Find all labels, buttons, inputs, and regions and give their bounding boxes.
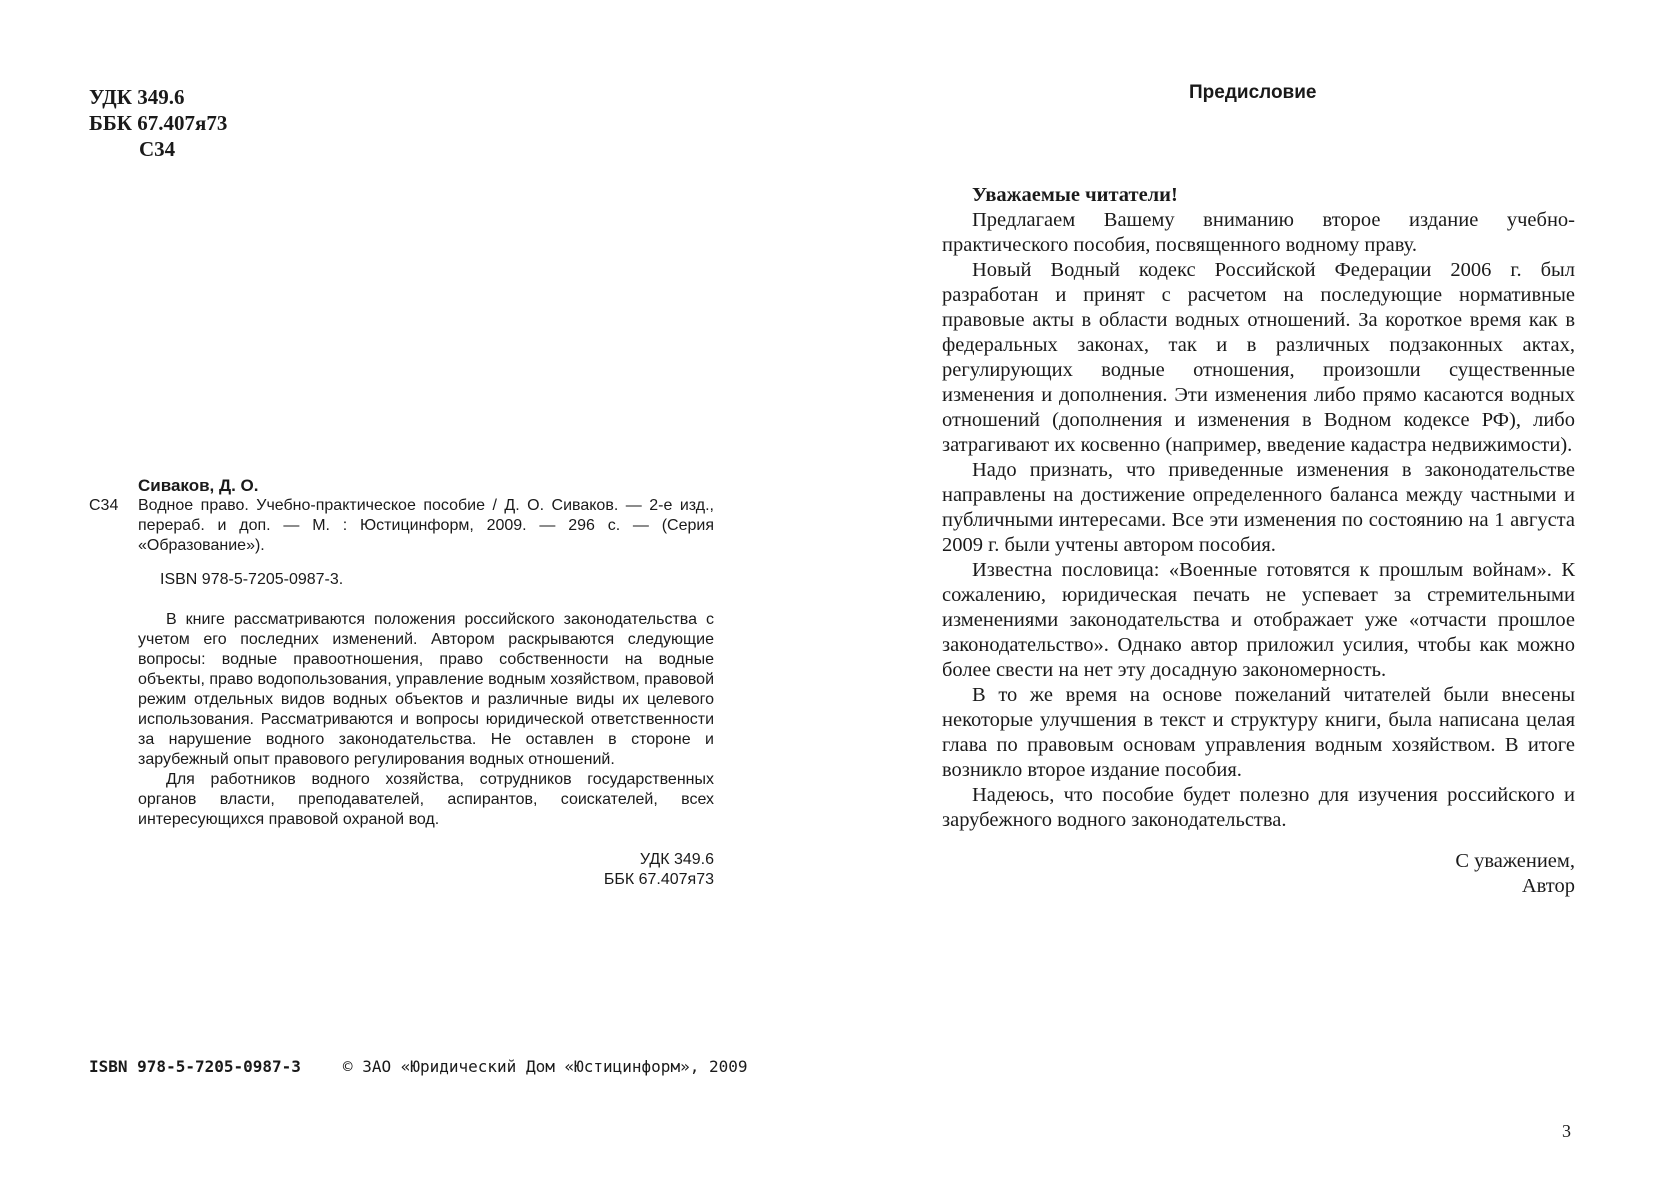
signer: Автор — [1521, 875, 1575, 897]
imprint-footer — [89, 1057, 748, 1076]
annotation-paragraph: В книге рассматриваются положения российского законодательства с учетом его последних изменений. Автором раскрываются следующие вопросы: водные правоотношения, право собственности на водные объекты, право водопользования, управление водным хозяйством, правовой режим отдельных видов водных объектов и различные виды их целевого использования. Рассматриваются и вопросы юридической ответственности за нарушение водного законодательства. Не оставлен в стороне и зарубежный опыт правового регулирования водных отношений. — [138, 611, 714, 768]
footer-isbn: ISBN 978-5-7205-0987-3 — [89, 1057, 301, 1076]
catalog-author: Сиваков, Д. О. — [138, 476, 259, 495]
preface-paragraph: Известна пословица: «Военные готовятся к прошлым войнам». К сожалению, юридическая печать не успевает за стремительными изменениями законодательства и отображает уже «отчасти прошлое законодательство». Однако автор приложил усилия, чтобы как можно более свести на нет эту досадную закономерность. — [942, 559, 1575, 681]
preface-paragraph: Надеюсь, что пособие будет полезно для изучения российского и зарубежного водного законодательства. — [942, 784, 1575, 831]
catalog-index-bbk: ББК 67.407я73 — [603, 871, 714, 888]
catalog-index-udk: УДК 349.6 — [639, 851, 714, 868]
preface-paragraph: В то же время на основе пожеланий читателей были внесены некоторые улучшения в текст и структуру книги, была написана целая глава по правовым основам управления водным хозяйством. В итоге возникло второе издание пособия. — [942, 684, 1575, 781]
catalog-card — [89, 476, 714, 890]
annotation-paragraph: Для работников водного хозяйства, сотрудников государственных органов власти, преподавателей, аспирантов, соискателей, всех интересующихся правовой охраной вод. — [138, 771, 714, 828]
catalog-code: С34 — [89, 497, 119, 514]
preface-paragraph: Надо признать, что приведенные изменения в законодательстве направлены на достижение определенного баланса между частными и публичными интересами. Все эти изменения по состоянию на 1 августа 2009 г. были учтены автором пособия. — [942, 459, 1575, 556]
catalog-entry — [89, 496, 714, 556]
preface-paragraph: Новый Водный кодекс Российской Федерации 2006 г. был разработан и принят с расчетом на последующие нормативные правовые акты в области водных отношений. За короткое время как в федеральных законах, так и в различных подзаконных актах, регулирующих водные отношения, произошли существенные изменения и дополнения. Эти изменения либо прямо касаются водных отношений (дополнения и изменения в Водном кодексе РФ), либо затрагивают их косвенно (например, введение кадастра недвижимости). — [942, 259, 1575, 456]
signature-block — [942, 849, 1575, 899]
preface-body — [942, 183, 1575, 899]
catalog-description: Водное право. Учебно-практическое пособие / Д. О. Сиваков. — 2-е изд., перераб. и доп. — М. : Юстицинформ, 2009. — 296 с. — (Серия «Образование»). — [138, 497, 714, 554]
classification-block — [89, 84, 227, 162]
author-sign: С34 — [139, 137, 176, 161]
catalog-annotation — [138, 610, 714, 830]
preface-salutation: Уважаемые читатели! — [972, 184, 1178, 206]
preface-title: Предисловие — [1189, 82, 1317, 103]
catalog-index — [138, 850, 714, 890]
catalog-isbn: ISBN 978-5-7205-0987-3. — [160, 571, 344, 588]
preface-paragraph: Предлагаем Вашему вниманию второе издание учебно-практического пособия, посвященного водному праву. — [942, 209, 1575, 256]
closing-phrase: С уважением, — [1455, 850, 1575, 872]
footer-copyright: © ЗАО «Юридический Дом «Юстицинформ», 2009 — [342, 1057, 748, 1076]
bbk-code: ББК 67.407я73 — [89, 111, 228, 135]
page-number: 3 — [1562, 1121, 1571, 1141]
udk-code: УДК 349.6 — [89, 85, 185, 109]
